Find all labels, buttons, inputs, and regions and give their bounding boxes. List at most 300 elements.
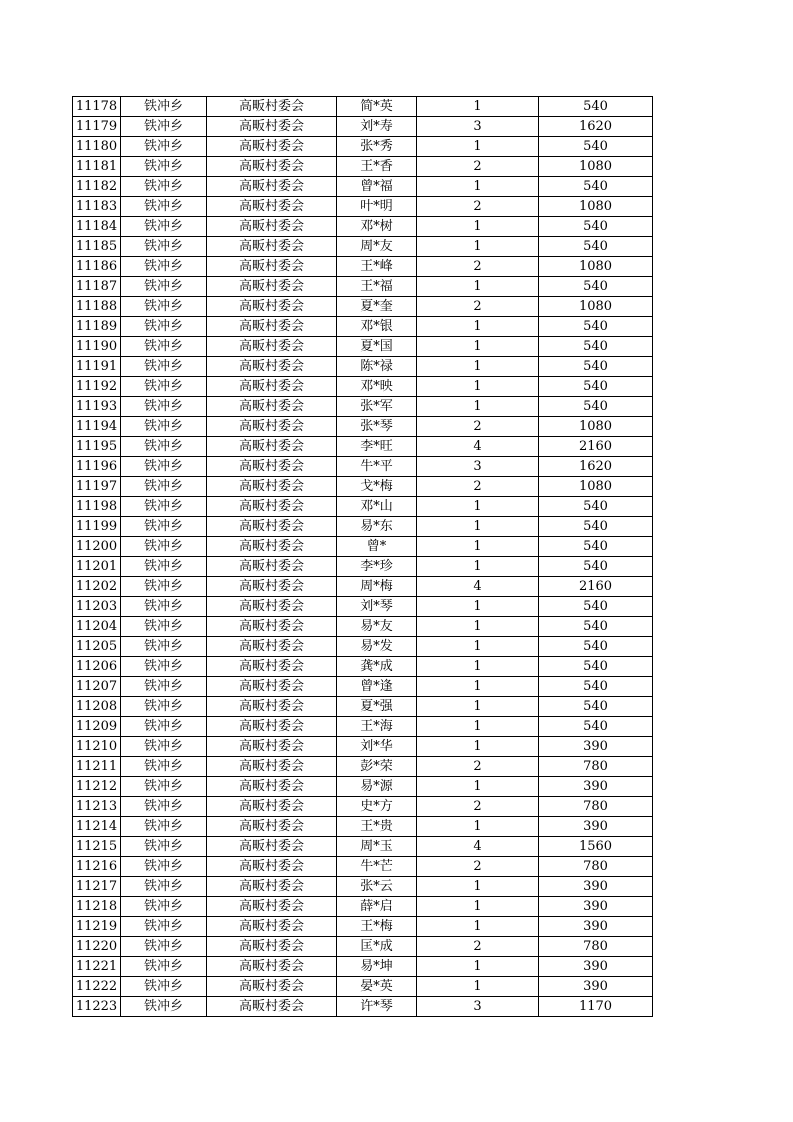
amount-cell: 2160 [539,437,653,457]
household-count-cell: 1 [417,377,539,397]
table-row [73,917,653,937]
table-row [73,437,653,457]
household-count-cell: 2 [417,297,539,317]
amount-cell: 540 [539,697,653,717]
name-cell: 邓*银 [337,317,417,337]
village-committee-cell: 高畈村委会 [207,517,337,537]
amount-cell: 780 [539,937,653,957]
village-committee-cell: 高畈村委会 [207,577,337,597]
township-cell: 铁冲乡 [121,637,207,657]
household-count-cell: 2 [417,157,539,177]
village-committee-cell: 高畈村委会 [207,297,337,317]
village-committee-cell: 高畈村委会 [207,117,337,137]
table-row [73,297,653,317]
name-cell: 晏*英 [337,977,417,997]
village-committee-cell: 高畈村委会 [207,837,337,857]
amount-cell: 540 [539,317,653,337]
amount-cell: 540 [539,617,653,637]
village-committee-cell: 高畈村委会 [207,257,337,277]
amount-cell: 390 [539,897,653,917]
village-committee-cell: 高畈村委会 [207,537,337,557]
township-cell: 铁冲乡 [121,717,207,737]
amount-cell: 390 [539,777,653,797]
village-committee-cell: 高畈村委会 [207,337,337,357]
amount-cell: 1080 [539,297,653,317]
village-committee-cell: 高畈村委会 [207,157,337,177]
amount-cell: 390 [539,737,653,757]
table-row [73,717,653,737]
table-row [73,757,653,777]
village-committee-cell: 高畈村委会 [207,497,337,517]
name-cell: 张*琴 [337,417,417,437]
township-cell: 铁冲乡 [121,317,207,337]
serial-number-cell: 11204 [73,617,121,637]
household-count-cell: 3 [417,457,539,477]
table-row [73,257,653,277]
village-committee-cell: 高畈村委会 [207,657,337,677]
serial-number-cell: 11218 [73,897,121,917]
village-committee-cell: 高畈村委会 [207,717,337,737]
household-count-cell: 1 [417,537,539,557]
township-cell: 铁冲乡 [121,897,207,917]
serial-number-cell: 11186 [73,257,121,277]
township-cell: 铁冲乡 [121,417,207,437]
name-cell: 王*峰 [337,257,417,277]
village-committee-cell: 高畈村委会 [207,377,337,397]
table-row [73,397,653,417]
serial-number-cell: 11184 [73,217,121,237]
serial-number-cell: 11178 [73,97,121,117]
name-cell: 李*旺 [337,437,417,457]
amount-cell: 540 [539,357,653,377]
serial-number-cell: 11193 [73,397,121,417]
table-row [73,517,653,537]
serial-number-cell: 11223 [73,997,121,1017]
serial-number-cell: 11201 [73,557,121,577]
name-cell: 易*源 [337,777,417,797]
township-cell: 铁冲乡 [121,877,207,897]
table-row [73,617,653,637]
table-row [73,877,653,897]
amount-cell: 540 [539,397,653,417]
table-row [73,937,653,957]
amount-cell: 1080 [539,157,653,177]
household-count-cell: 1 [417,517,539,537]
household-count-cell: 1 [417,637,539,657]
serial-number-cell: 11200 [73,537,121,557]
table-row [73,237,653,257]
village-committee-cell: 高畈村委会 [207,737,337,757]
township-cell: 铁冲乡 [121,157,207,177]
household-count-cell: 1 [417,697,539,717]
amount-cell: 1170 [539,997,653,1017]
township-cell: 铁冲乡 [121,837,207,857]
township-cell: 铁冲乡 [121,857,207,877]
township-cell: 铁冲乡 [121,577,207,597]
table-row [73,677,653,697]
township-cell: 铁冲乡 [121,357,207,377]
household-count-cell: 1 [417,557,539,577]
serial-number-cell: 11219 [73,917,121,937]
serial-number-cell: 11208 [73,697,121,717]
name-cell: 夏*国 [337,337,417,357]
serial-number-cell: 11212 [73,777,121,797]
amount-cell: 540 [539,377,653,397]
amount-cell: 1080 [539,257,653,277]
name-cell: 匡*成 [337,937,417,957]
amount-cell: 540 [539,217,653,237]
name-cell: 邓*山 [337,497,417,517]
serial-number-cell: 11213 [73,797,121,817]
name-cell: 易*坤 [337,957,417,977]
amount-cell: 390 [539,977,653,997]
serial-number-cell: 11196 [73,457,121,477]
township-cell: 铁冲乡 [121,257,207,277]
village-committee-cell: 高畈村委会 [207,237,337,257]
amount-cell: 540 [539,237,653,257]
name-cell: 薛*启 [337,897,417,917]
township-cell: 铁冲乡 [121,397,207,417]
name-cell: 曾*逢 [337,677,417,697]
table-row [73,637,653,657]
township-cell: 铁冲乡 [121,937,207,957]
table-row [73,217,653,237]
township-cell: 铁冲乡 [121,597,207,617]
amount-cell: 1620 [539,457,653,477]
township-cell: 铁冲乡 [121,777,207,797]
serial-number-cell: 11214 [73,817,121,837]
serial-number-cell: 11188 [73,297,121,317]
serial-number-cell: 11192 [73,377,121,397]
name-cell: 曾* [337,537,417,557]
serial-number-cell: 11191 [73,357,121,377]
household-count-cell: 1 [417,357,539,377]
household-count-cell: 1 [417,617,539,637]
household-count-cell: 1 [417,217,539,237]
household-count-cell: 1 [417,277,539,297]
name-cell: 王*香 [337,157,417,177]
table-row [73,557,653,577]
village-committee-cell: 高畈村委会 [207,277,337,297]
serial-number-cell: 11203 [73,597,121,617]
village-committee-cell: 高畈村委会 [207,597,337,617]
name-cell: 周*梅 [337,577,417,597]
township-cell: 铁冲乡 [121,177,207,197]
amount-cell: 390 [539,877,653,897]
table-row [73,197,653,217]
amount-cell: 540 [539,557,653,577]
household-count-cell: 1 [417,657,539,677]
township-cell: 铁冲乡 [121,237,207,257]
table-row [73,477,653,497]
household-count-cell: 2 [417,937,539,957]
township-cell: 铁冲乡 [121,617,207,637]
village-committee-cell: 高畈村委会 [207,937,337,957]
name-cell: 龚*成 [337,657,417,677]
name-cell: 彭*荣 [337,757,417,777]
serial-number-cell: 11199 [73,517,121,537]
name-cell: 史*方 [337,797,417,817]
amount-cell: 780 [539,857,653,877]
serial-number-cell: 11197 [73,477,121,497]
table-row [73,277,653,297]
household-count-cell: 1 [417,597,539,617]
village-committee-cell: 高畈村委会 [207,997,337,1017]
name-cell: 李*珍 [337,557,417,577]
serial-number-cell: 11207 [73,677,121,697]
household-count-cell: 1 [417,777,539,797]
township-cell: 铁冲乡 [121,497,207,517]
serial-number-cell: 11210 [73,737,121,757]
name-cell: 张*秀 [337,137,417,157]
village-committee-cell: 高畈村委会 [207,417,337,437]
household-count-cell: 1 [417,397,539,417]
name-cell: 王*贵 [337,817,417,837]
township-cell: 铁冲乡 [121,537,207,557]
township-cell: 铁冲乡 [121,137,207,157]
table-row [73,537,653,557]
table-row [73,337,653,357]
village-committee-cell: 高畈村委会 [207,977,337,997]
household-count-cell: 1 [417,137,539,157]
amount-cell: 1620 [539,117,653,137]
table-row [73,997,653,1017]
name-cell: 王*梅 [337,917,417,937]
household-count-cell: 2 [417,477,539,497]
table-row [73,657,653,677]
roster-table-body [73,97,653,1017]
serial-number-cell: 11209 [73,717,121,737]
village-committee-cell: 高畈村委会 [207,697,337,717]
household-count-cell: 1 [417,497,539,517]
amount-cell: 390 [539,817,653,837]
township-cell: 铁冲乡 [121,737,207,757]
township-cell: 铁冲乡 [121,97,207,117]
amount-cell: 540 [539,337,653,357]
name-cell: 戈*梅 [337,477,417,497]
name-cell: 易*东 [337,517,417,537]
serial-number-cell: 11221 [73,957,121,977]
amount-cell: 540 [539,517,653,537]
village-committee-cell: 高畈村委会 [207,897,337,917]
name-cell: 易*发 [337,637,417,657]
serial-number-cell: 11211 [73,757,121,777]
household-count-cell: 4 [417,837,539,857]
village-committee-cell: 高畈村委会 [207,477,337,497]
household-count-cell: 2 [417,797,539,817]
household-count-cell: 3 [417,117,539,137]
household-count-cell: 1 [417,737,539,757]
village-committee-cell: 高畈村委会 [207,857,337,877]
village-committee-cell: 高畈村委会 [207,917,337,937]
amount-cell: 2160 [539,577,653,597]
household-count-cell: 1 [417,877,539,897]
table-row [73,417,653,437]
amount-cell: 540 [539,657,653,677]
serial-number-cell: 11179 [73,117,121,137]
household-count-cell: 2 [417,857,539,877]
amount-cell: 540 [539,277,653,297]
name-cell: 邓*映 [337,377,417,397]
table-row [73,357,653,377]
name-cell: 许*琴 [337,997,417,1017]
amount-cell: 390 [539,957,653,977]
household-count-cell: 1 [417,677,539,697]
household-count-cell: 1 [417,917,539,937]
township-cell: 铁冲乡 [121,797,207,817]
amount-cell: 540 [539,537,653,557]
household-count-cell: 1 [417,177,539,197]
village-committee-cell: 高畈村委会 [207,677,337,697]
amount-cell: 540 [539,597,653,617]
township-cell: 铁冲乡 [121,957,207,977]
serial-number-cell: 11182 [73,177,121,197]
village-committee-cell: 高畈村委会 [207,177,337,197]
name-cell: 易*友 [337,617,417,637]
serial-number-cell: 11189 [73,317,121,337]
name-cell: 刘*寿 [337,117,417,137]
name-cell: 周*玉 [337,837,417,857]
township-cell: 铁冲乡 [121,657,207,677]
township-cell: 铁冲乡 [121,217,207,237]
amount-cell: 1080 [539,417,653,437]
village-committee-cell: 高畈村委会 [207,757,337,777]
table-row [73,117,653,137]
household-count-cell: 2 [417,757,539,777]
table-row [73,857,653,877]
amount-cell: 540 [539,177,653,197]
village-committee-cell: 高畈村委会 [207,797,337,817]
table-row [73,377,653,397]
amount-cell: 1080 [539,477,653,497]
table-row [73,597,653,617]
township-cell: 铁冲乡 [121,277,207,297]
village-committee-cell: 高畈村委会 [207,617,337,637]
village-committee-cell: 高畈村委会 [207,557,337,577]
table-row [73,497,653,517]
table-row [73,317,653,337]
serial-number-cell: 11222 [73,977,121,997]
village-committee-cell: 高畈村委会 [207,457,337,477]
township-cell: 铁冲乡 [121,297,207,317]
name-cell: 邓*树 [337,217,417,237]
roster-table [72,96,653,1017]
household-count-cell: 1 [417,717,539,737]
name-cell: 刘*琴 [337,597,417,617]
serial-number-cell: 11195 [73,437,121,457]
serial-number-cell: 11185 [73,237,121,257]
household-count-cell: 4 [417,577,539,597]
township-cell: 铁冲乡 [121,977,207,997]
amount-cell: 1560 [539,837,653,857]
table-row [73,737,653,757]
household-count-cell: 1 [417,897,539,917]
amount-cell: 540 [539,497,653,517]
table-row [73,777,653,797]
township-cell: 铁冲乡 [121,757,207,777]
township-cell: 铁冲乡 [121,517,207,537]
name-cell: 周*友 [337,237,417,257]
township-cell: 铁冲乡 [121,337,207,357]
village-committee-cell: 高畈村委会 [207,357,337,377]
name-cell: 王*海 [337,717,417,737]
household-count-cell: 1 [417,97,539,117]
serial-number-cell: 11187 [73,277,121,297]
serial-number-cell: 11198 [73,497,121,517]
household-count-cell: 4 [417,437,539,457]
village-committee-cell: 高畈村委会 [207,957,337,977]
township-cell: 铁冲乡 [121,917,207,937]
amount-cell: 1080 [539,197,653,217]
amount-cell: 540 [539,677,653,697]
township-cell: 铁冲乡 [121,477,207,497]
table-row [73,97,653,117]
amount-cell: 540 [539,637,653,657]
household-count-cell: 1 [417,337,539,357]
village-committee-cell: 高畈村委会 [207,397,337,417]
household-count-cell: 1 [417,817,539,837]
name-cell: 简*英 [337,97,417,117]
township-cell: 铁冲乡 [121,697,207,717]
household-count-cell: 1 [417,317,539,337]
amount-cell: 540 [539,137,653,157]
name-cell: 陈*禄 [337,357,417,377]
household-count-cell: 2 [417,197,539,217]
serial-number-cell: 11215 [73,837,121,857]
name-cell: 叶*明 [337,197,417,217]
household-count-cell: 3 [417,997,539,1017]
serial-number-cell: 11181 [73,157,121,177]
township-cell: 铁冲乡 [121,997,207,1017]
table-row [73,897,653,917]
table-row [73,577,653,597]
village-committee-cell: 高畈村委会 [207,97,337,117]
name-cell: 夏*强 [337,697,417,717]
township-cell: 铁冲乡 [121,817,207,837]
table-row [73,157,653,177]
table-row [73,977,653,997]
serial-number-cell: 11206 [73,657,121,677]
amount-cell: 780 [539,797,653,817]
name-cell: 王*福 [337,277,417,297]
serial-number-cell: 11190 [73,337,121,357]
township-cell: 铁冲乡 [121,677,207,697]
table-row [73,797,653,817]
table-row [73,697,653,717]
name-cell: 张*云 [337,877,417,897]
village-committee-cell: 高畈村委会 [207,817,337,837]
serial-number-cell: 11216 [73,857,121,877]
township-cell: 铁冲乡 [121,457,207,477]
village-committee-cell: 高畈村委会 [207,777,337,797]
village-committee-cell: 高畈村委会 [207,637,337,657]
township-cell: 铁冲乡 [121,377,207,397]
serial-number-cell: 11180 [73,137,121,157]
table-row [73,137,653,157]
amount-cell: 540 [539,717,653,737]
table-row [73,837,653,857]
village-committee-cell: 高畈村委会 [207,437,337,457]
household-count-cell: 2 [417,417,539,437]
table-row [73,957,653,977]
village-committee-cell: 高畈村委会 [207,137,337,157]
table-row [73,817,653,837]
township-cell: 铁冲乡 [121,557,207,577]
serial-number-cell: 11202 [73,577,121,597]
name-cell: 曾*福 [337,177,417,197]
amount-cell: 780 [539,757,653,777]
amount-cell: 540 [539,97,653,117]
